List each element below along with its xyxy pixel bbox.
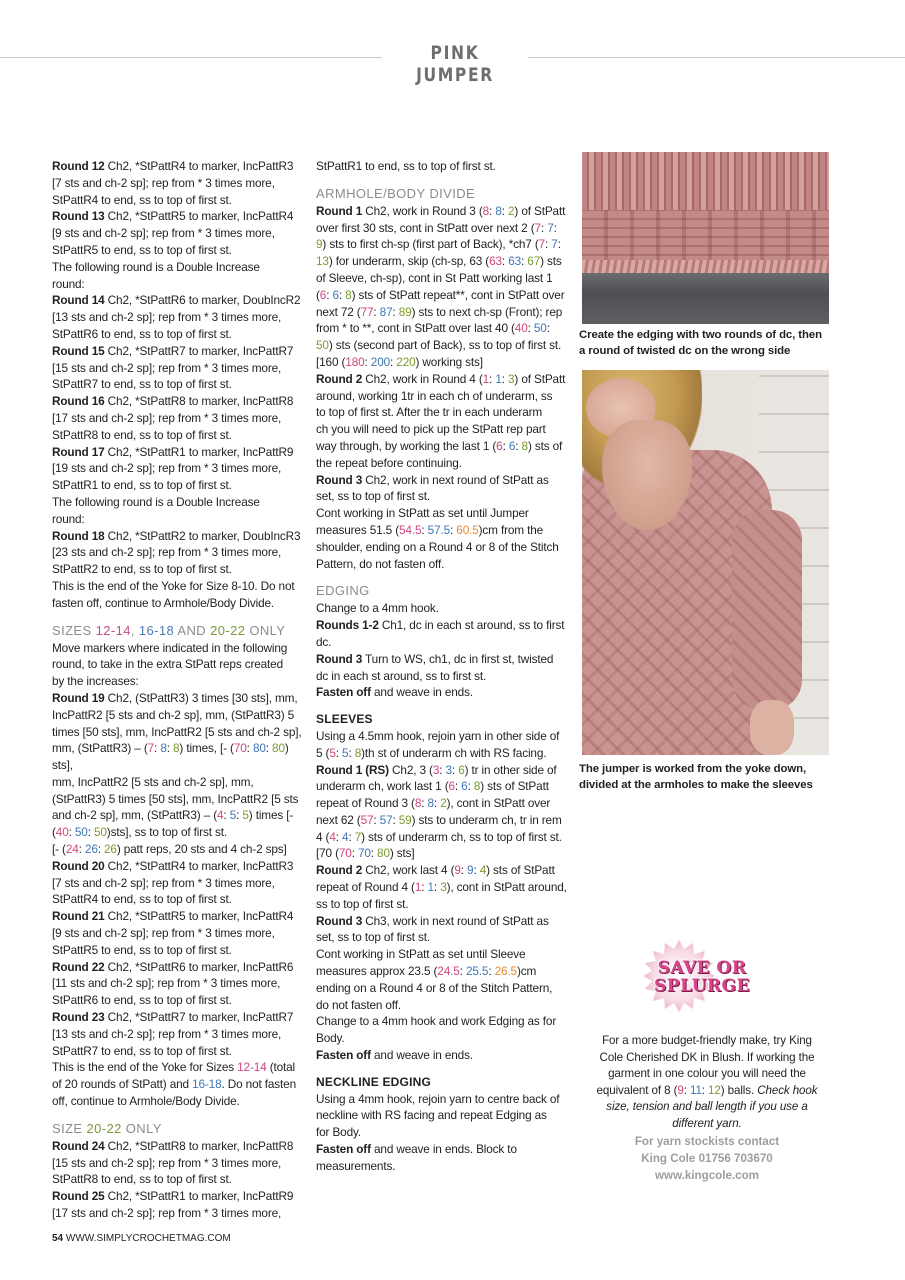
text-line: measurements.: [316, 1158, 396, 1173]
text-line: round, to take in the extra StPatt reps created: [52, 657, 283, 672]
text-line: (StPattR3) 5 times [50 sts], mm, IncPattR2 [5 sts: [52, 791, 299, 806]
text-line: mm, (StPattR3) – (7: 8: 8) times, [- (70: 80: 80) sts],: [52, 741, 289, 773]
text-line: StPattR4 to end, ss to top of first st.: [52, 192, 232, 207]
text-line: StPattR8 to end, ss to top of first st.: [52, 427, 232, 442]
round-instruction: Round 24 Ch2, *StPattR8 to marker, IncPattR8: [52, 1138, 294, 1153]
text-line: set, ss to top of first st.: [316, 489, 430, 504]
armhole-round-3: Round 3 Ch2, work in next round of StPatt as: [316, 472, 549, 487]
text-line: [17 sts and ch-2 sp]; rep from * 3 times more,: [52, 410, 282, 425]
section-heading-armhole: ARMHOLE/BODY DIVIDE: [316, 185, 476, 201]
text-line: repeat of Round 4 (1: 1: 3), cont in StPatt around,: [316, 880, 567, 895]
yarn-stockist-contact: [590, 1134, 824, 1184]
text-line: by the increases:: [52, 674, 139, 689]
text-line: way through, by working the last 1 (6: 6: 8) sts of: [316, 438, 563, 453]
text-line: (40: 50: 50)sts], ss to top of first st.: [52, 825, 227, 840]
text-line: round:: [52, 276, 85, 291]
text-line: [7 sts and ch-2 sp]; rep from * 3 times more,: [52, 875, 275, 890]
text-line: for Body.: [316, 1125, 361, 1140]
contact-website-link[interactable]: www.kingcole.com: [655, 1168, 759, 1182]
round-instruction: Round 17 Ch2, *StPattR1 to marker, IncPattR9: [52, 444, 294, 459]
text-line: [11 sts and ch-2 sp]; rep from * 3 times more,: [52, 976, 281, 991]
text-line: StPattR6 to end, ss to top of first st.: [52, 326, 232, 341]
round-instruction: Round 14 Ch2, *StPattR6 to marker, DoubIncR2: [52, 293, 301, 308]
text-line: next 62 (57: 57: 59) sts to underarm ch, tr in rem: [316, 812, 562, 827]
text-line: StPattR1 to end, ss to top of first st.: [316, 159, 496, 173]
text-line: dc.: [316, 634, 332, 649]
text-line: Cont working in StPatt as set until Jumper: [316, 506, 529, 521]
text-line: do not fasten off.: [316, 997, 401, 1012]
section-heading-sizes: SIZES 12-14, 16-18 AND 20-22 ONLY: [52, 622, 286, 638]
text-line: Fasten off and weave in ends.: [316, 1048, 473, 1063]
text-line: ending on a Round 4 or 8 of the Stitch Pattern,: [316, 980, 553, 995]
text-line: [19 sts and ch-2 sp]; rep from * 3 times more,: [52, 461, 282, 476]
pattern-column-2: [316, 158, 568, 1175]
pattern-column-1: [52, 158, 310, 1222]
sleeve-round-1: Round 1 (RS) Ch2, 3 (3: 3: 6) tr in other side of: [316, 762, 557, 777]
photo-caption-edging: [579, 327, 849, 359]
caption-line: The jumper is worked from the yoke down,: [579, 763, 807, 775]
text-line: Pattern, do not fasten off.: [316, 556, 445, 571]
text-line: This is the end of the Yoke for Size 8-10. Do not: [52, 578, 295, 593]
text-line: The following round is a Double Increase: [52, 494, 260, 509]
photo-caption-jumper: [579, 761, 849, 793]
round-instruction: Round 15 Ch2, *StPattR7 to marker, IncPattR7: [52, 343, 294, 358]
round-instruction: Round 25 Ch2, *StPattR1 to marker, IncPattR9: [52, 1189, 294, 1204]
round-19: Round 19 Ch2, (StPattR3) 3 times [30 sts], mm,: [52, 690, 298, 705]
text-line: ss to top of first st.: [316, 896, 409, 911]
section-heading-sleeves: SLEEVES: [316, 712, 373, 727]
page-number: 54: [52, 1233, 64, 1244]
text-line: StPattR7 to end, ss to top of first st.: [52, 1043, 232, 1058]
text-line: garment in one colour you will need the: [608, 1067, 806, 1081]
text-line: StPattR1 to end, ss to top of first st.: [52, 478, 232, 493]
model-wearing-jumper-photo: [582, 370, 829, 755]
text-line: 50) sts (second part of Back), ss to top of first st.: [316, 338, 562, 353]
caption-line: Create the edging with two rounds of dc, then: [579, 329, 822, 341]
text-line: neckline with RS facing and repeat Edging as: [316, 1108, 547, 1123]
text-line: mm, IncPattR2 [5 sts and ch-2 sp], mm,: [52, 774, 254, 789]
text-line: equivalent of 8 (9: 11: 12) balls. Check hook: [596, 1083, 818, 1097]
text-line: For a more budget-friendly make, try King: [602, 1034, 812, 1047]
text-line: StPattR5 to end, ss to top of first st.: [52, 242, 232, 257]
text-line: off, continue to Armhole/Body Divide.: [52, 1094, 240, 1109]
round-instruction: Round 23 Ch2, *StPattR7 to marker, IncPattR7: [52, 1010, 294, 1025]
text-line: [160 (180: 200: 220) working sts]: [316, 354, 483, 369]
text-line: times [50 sts], mm, IncPattR2 [5 sts and ch-2 sp],: [52, 724, 302, 739]
text-line: Using a 4.5mm hook, rejoin yarn in other side of: [316, 728, 560, 743]
text-line: Fasten off and weave in ends. Block to: [316, 1142, 517, 1157]
badge-line: SAVE OR: [657, 958, 747, 978]
text-line: This is the end of the Yoke for Sizes 12-14 (total: [52, 1060, 296, 1075]
round-instruction: Round 13 Ch2, *StPattR5 to marker, IncPattR4: [52, 209, 294, 224]
text-line: Change to a 4mm hook and work Edging as for: [316, 1014, 557, 1029]
text-line: The following round is a Double Increase: [52, 259, 260, 274]
edging-rounds-1-2: Rounds 1-2 Ch1, dc in each st around, ss to first: [316, 618, 565, 633]
text-line: 4 (4: 4: 7) sts of underarm ch, ss to top of first st.: [316, 829, 562, 844]
text-line: measures 51.5 (54.5: 57.5: 60.5)cm from the: [316, 522, 544, 537]
round-instruction: Round 20 Ch2, *StPattR4 to marker, IncPattR3: [52, 858, 294, 873]
text-line: [17 sts and ch-2 sp]; rep from * 3 times more,: [52, 1206, 282, 1221]
text-line: [9 sts and ch-2 sp]; rep from * 3 times more,: [52, 226, 275, 241]
text-line: (6: 6: 8) sts of StPatt repeat**, cont in StPatt over: [316, 287, 565, 302]
round-instruction: Round 22 Ch2, *StPattR6 to marker, IncPattR6: [52, 959, 294, 974]
armhole-round-1: Round 1 Ch2, work in Round 3 (8: 8: 2) of StPatt: [316, 203, 566, 218]
text-line: Body.: [316, 1031, 345, 1046]
text-line: StPattR5 to end, ss to top of first st.: [52, 942, 232, 957]
text-line: [13 sts and ch-2 sp]; rep from * 3 times more,: [52, 1026, 282, 1041]
text-line: [15 sts and ch-2 sp]; rep from * 3 times more,: [52, 1155, 282, 1170]
text-line: to top of first st. After the tr in each underarm: [316, 405, 543, 420]
round-instruction: Round 16 Ch2, *StPattR8 to marker, IncPattR8: [52, 394, 294, 409]
edging-closeup-photo: [582, 152, 829, 324]
text-line: ch you will need to pick up the StPatt rep part: [316, 422, 546, 437]
header-rule-left: [0, 57, 382, 58]
sleeve-round-2: Round 2 Ch2, work last 4 (9: 9: 4) sts of StPatt: [316, 863, 555, 878]
text-line: StPattR8 to end, ss to top of first st.: [52, 1172, 232, 1187]
text-line: the repeat before continuing.: [316, 455, 462, 470]
section-heading-neckline: NECKLINE EDGING: [316, 1074, 432, 1089]
contact-line: For yarn stockists contact: [634, 1135, 780, 1148]
round-instruction: Round 18 Ch2, *StPattR2 to marker, DoubIncR3: [52, 528, 301, 543]
text-line: size, tension and ball length if you use a: [606, 1100, 808, 1114]
text-line: Cont working in StPatt as set until Sleeve: [316, 947, 526, 962]
text-line: [70 (70: 70: 80) sts]: [316, 846, 415, 861]
armhole-round-2: Round 2 Ch2, work in Round 4 (1: 1: 3) of StPatt: [316, 371, 566, 386]
text-line: 9) sts to first ch-sp (first part of Back), *ch7 (7: 7:: [316, 237, 561, 252]
text-line: 5 (5: 5: 8)th st of underarm ch with RS facing.: [316, 745, 547, 760]
text-line: StPattR7 to end, ss to top of first st.: [52, 377, 232, 392]
header-rule-right: [528, 57, 905, 58]
splurge-description: [590, 1033, 824, 1133]
text-line: [13 sts and ch-2 sp]; rep from * 3 times more,: [52, 310, 282, 325]
footer-website: WWW.SIMPLYCROCHETMAG.COM: [63, 1233, 231, 1244]
text-line: [7 sts and ch-2 sp]; rep from * 3 times more,: [52, 175, 275, 190]
section-heading-edging: EDGING: [316, 583, 370, 599]
text-line: different yarn.: [672, 1116, 742, 1130]
text-line: Change to a 4mm hook.: [316, 601, 439, 616]
text-line: StPattR2 to end, ss to top of first st.: [52, 562, 232, 577]
text-line: and ch-2 sp], mm, (StPattR3) – (4: 5: 5) times [-: [52, 808, 294, 823]
text-line: 13) for underarm, skip (ch-sp, 63 (63: 63: 67) sts: [316, 254, 562, 269]
page-title: PINK JUMPER: [416, 42, 494, 86]
text-line: shoulder, ending on a Round 4 or 8 of the Stitch: [316, 539, 559, 554]
text-line: underarm ch, work last 1 (6: 6: 8) sts of StPatt: [316, 779, 549, 794]
sleeve-round-3: Round 3 Ch3, work in next round of StPatt as: [316, 913, 549, 928]
text-line: Fasten off and weave in ends.: [316, 685, 473, 700]
text-line: next 72 (77: 87: 89) sts to next ch-sp (Front); rep: [316, 304, 563, 319]
contact-phone: King Cole 01756 703670: [641, 1151, 773, 1165]
text-line: [23 sts and ch-2 sp]; rep from * 3 times more,: [52, 545, 282, 560]
text-line: around, working 1tr in each ch of underarm, ss: [316, 388, 553, 403]
text-line: [15 sts and ch-2 sp]; rep from * 3 times more,: [52, 360, 282, 375]
text-line: measures approx 23.5 (24.5: 25.5: 26.5)cm: [316, 964, 537, 979]
text-line: [9 sts and ch-2 sp]; rep from * 3 times more,: [52, 926, 275, 941]
text-line: StPattR4 to end, ss to top of first st.: [52, 892, 232, 907]
text-line: Cole Cherished DK in Blush. If working the: [599, 1050, 815, 1064]
save-or-splurge-title: [632, 959, 772, 995]
caption-line: divided at the armholes to make the sleeves: [579, 779, 813, 791]
text-line: [- (24: 26: 26) patt reps, 20 sts and 4 ch-2 sps]: [52, 842, 287, 857]
text-line: fasten off, continue to Armhole/Body Divide.: [52, 595, 275, 610]
round-instruction: Round 12 Ch2, *StPattR4 to marker, IncPattR3: [52, 159, 294, 173]
page-footer: [52, 1233, 231, 1244]
text-line: repeat of Round 3 (8: 8: 2), cont in StPatt over: [316, 796, 551, 811]
text-line: StPattR6 to end, ss to top of first st.: [52, 993, 232, 1008]
section-heading-size-20-22: SIZE 20-22 ONLY: [52, 1120, 162, 1136]
round-instruction: Round 21 Ch2, *StPattR5 to marker, IncPattR4: [52, 909, 294, 924]
text-line: from * to **, cont in StPatt over last 40 (40: 50:: [316, 321, 550, 336]
text-line: Using a 4mm hook, rejoin yarn to centre back of: [316, 1091, 560, 1106]
text-line: round:: [52, 511, 85, 526]
text-line: IncPattR2 [5 sts and ch-2 sp], mm, (StPattR3) 5: [52, 707, 295, 722]
edging-round-3: Round 3 Turn to WS, ch1, dc in first st, twisted: [316, 651, 554, 666]
text-line: set, ss to top of first st.: [316, 930, 430, 945]
text-line: Move markers where indicated in the following: [52, 640, 288, 655]
text-line: of 20 rounds of StPatt) and 16-18. Do not fasten: [52, 1077, 296, 1092]
text-line: dc in each st around, ss to first st.: [316, 668, 487, 683]
text-line: of Sleeve, ch-sp), cont in St Patt working last 1: [316, 270, 553, 285]
badge-line: SPLURGE: [653, 976, 750, 996]
caption-line: a round of twisted dc on the wrong side: [579, 345, 791, 357]
text-line: over first 30 sts, cont in StPatt over next 2 (7: 7:: [316, 220, 557, 235]
